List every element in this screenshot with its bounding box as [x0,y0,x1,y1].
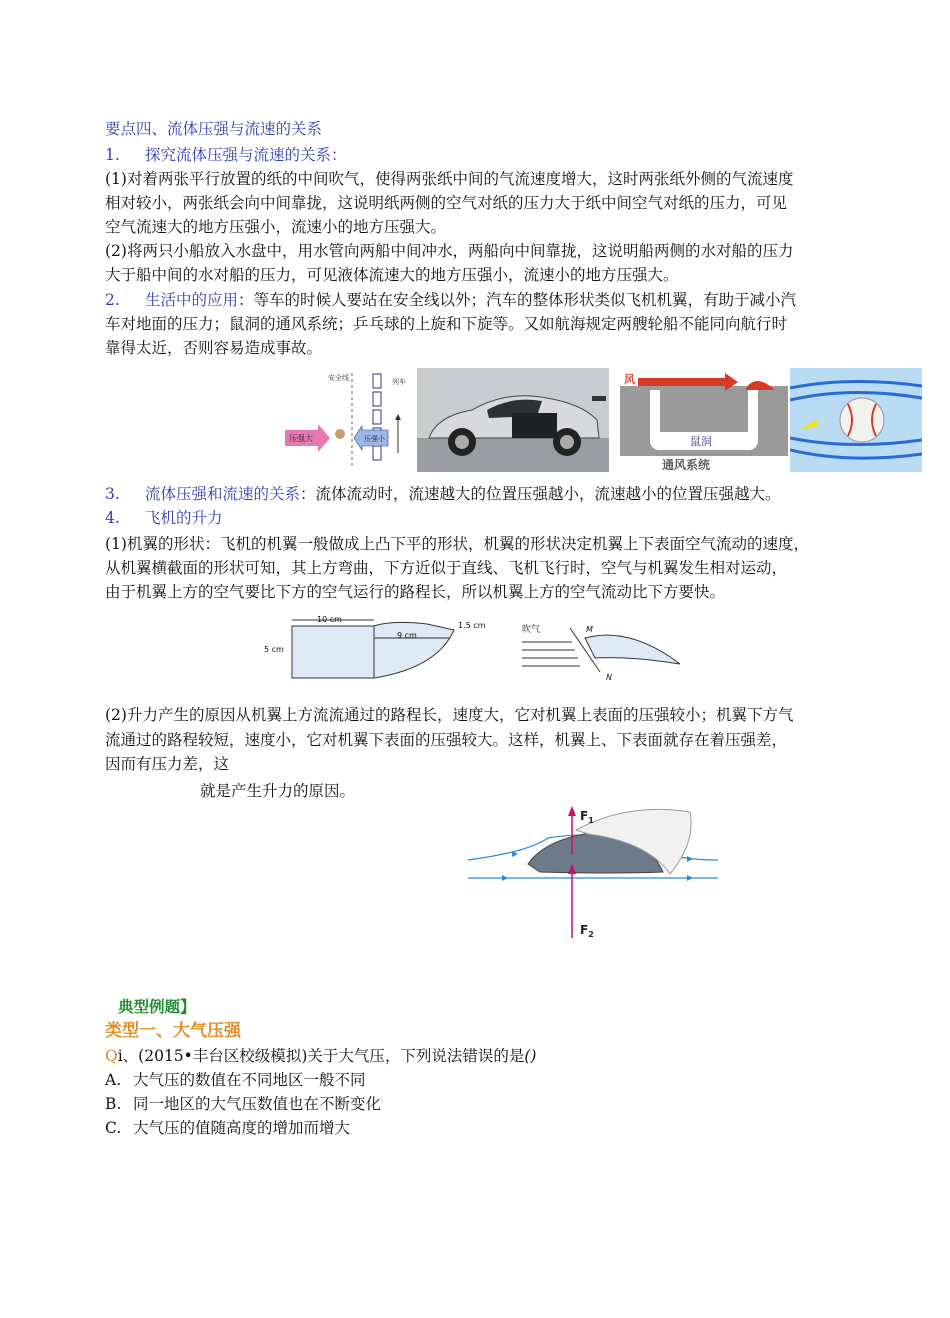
dim-1-5cm: 1.5 cm [458,621,486,630]
wing-airflow-figure [520,616,690,686]
item-2-line-3: 靠得太近，否则容易造成事故。 [105,339,323,357]
type-1-heading: 类型一、大气压强 [105,1021,241,1041]
para-4-line-1: (2)升力产生的原因从机翼上方流流通过的路程长，速度大，它对机翼上表面的压强较小；机翼下方气 [105,706,794,724]
item-2-line-2: 车对地面的压力；鼠洞的通风系统；乒乓球的上旋和下旋等。又如航海规定两艘轮船不能同向航行时 [105,315,788,333]
option-b-key: B. [105,1095,122,1113]
para-2-line-2: 大于船中间的水对船的压力，可见液体流速大的地方压强小，流速小的地方压强大。 [105,266,679,284]
item-3-number: 3. [105,485,120,503]
pressure-big-label: 压强大 [289,434,313,443]
car-photo [417,368,609,472]
mouse-hole-label: 鼠洞 [690,435,712,448]
safety-line-figure [280,368,415,472]
option-b-text: 同一地区的大气压数值也在不断变化 [133,1095,382,1113]
wing-dimension-figure [262,612,494,684]
option-a-key: A. [105,1071,122,1089]
person-icon [335,429,345,439]
para-3-line-1: (1)机翼的形状：飞机的机翼一般做成上凸下平的形状，机翼的形状决定机翼上下表面空气流动的速度， [105,535,809,553]
item-4-label: 飞机的升力 [145,509,223,527]
blow-label: 吹气 [522,625,541,635]
option-a [105,1069,366,1091]
item-3-line [105,483,781,505]
para-1-line-1: (1)对着两张平行放置的纸的中间吹气，使得两张纸中间的气流速度增大，这时两张纸外侧的气流速度 [105,170,794,188]
question-1 [105,1045,536,1067]
option-c-key: C. [105,1119,122,1137]
train-label: 列车 [392,378,406,386]
section-title: 要点四、流体压强与流速的关系 [105,120,323,138]
item-3-text: ：流体流动时，流速越大的位置压强越小，流速越小的位置压强越大。 [300,485,781,503]
item-2-line-1 [105,289,796,311]
para-1-line-3: 空气流速大的地方压强小，流速小的地方压强大。 [105,218,447,236]
item-4-heading [105,507,223,529]
option-a-text: 大气压的数值在不同地区一般不同 [133,1071,366,1089]
item-2-label: 生活中的应用 [145,291,239,309]
spinning-ball-figure [790,368,922,472]
option-c [105,1117,350,1139]
pressure-small-label: 压强小 [364,435,385,443]
item-4-number: 4. [105,509,120,527]
para-4-line-2: 流通过的路程较短，速度小，它对机翼下表面的压强较大。这样，机翼上、下表面就存在着压强差， [105,731,788,749]
item-1-heading [105,144,347,166]
para-1-line-2: 相对较小，两张纸会向中间靠拢，这说明纸两侧的空气对纸的压力大于纸中间空气对纸的压力，可见 [105,194,788,212]
para-4-tail: 就是产生升力的原因。 [200,782,356,800]
f1-label: $F_1$ [580,809,594,825]
para-4-line-3: 因而有压力差，这 [105,755,230,773]
item-2-number: 2. [105,291,120,309]
item-2-text: ：等车的时候人要站在安全线以外；汽车的整体形状类似飞机机翼，有助于减小汽 [238,291,797,309]
para-3-line-2: 从机翼横截面的形状可知，其上方弯曲，下方近似于直线、飞机飞行时，空气与机翼发生相对运动， [105,559,788,577]
para-2-line-1: (2)将两只小船放入水盘中，用水管向两船中间冲水，两船向中间靠拢，这说明船两侧的水对船的压力 [105,242,794,260]
item-1-label: 探究流体压强与流速的关系： [145,146,347,164]
wind-label: 风 [624,373,635,386]
examples-heading: 典型例题】 [118,997,196,1016]
item-1-number: 1. [105,146,120,164]
option-b [105,1093,381,1115]
dim-5cm: 5 cm [264,645,284,654]
dim-10cm: 10 cm [317,615,342,624]
lift-force-figure [468,802,718,942]
f2-label: $F_2$ [580,923,594,939]
safety-line-label: 安全线 [328,374,349,382]
item-3-label: 流体压强和流速的关系 [145,485,301,503]
dim-9cm: 9 cm [397,631,417,640]
mouse-hole-figure [620,368,788,472]
question-1-paren: () [524,1047,537,1065]
label-n: N [606,673,612,682]
option-c-text: 大气压的值随高度的增加而增大 [133,1119,351,1137]
ventilation-label: 通风系统 [662,458,711,472]
para-3-line-3: 由于机翼上方的空气要比下方的空气运行的路程长，所以机翼上方的空气流动比下方要快。 [105,583,726,601]
question-1-prefix: Q [105,1047,118,1065]
question-1-text: i、(2015•丰台区校级模拟)关于大气压，下列说法错误的是 [117,1047,525,1065]
label-m: M [586,625,593,634]
